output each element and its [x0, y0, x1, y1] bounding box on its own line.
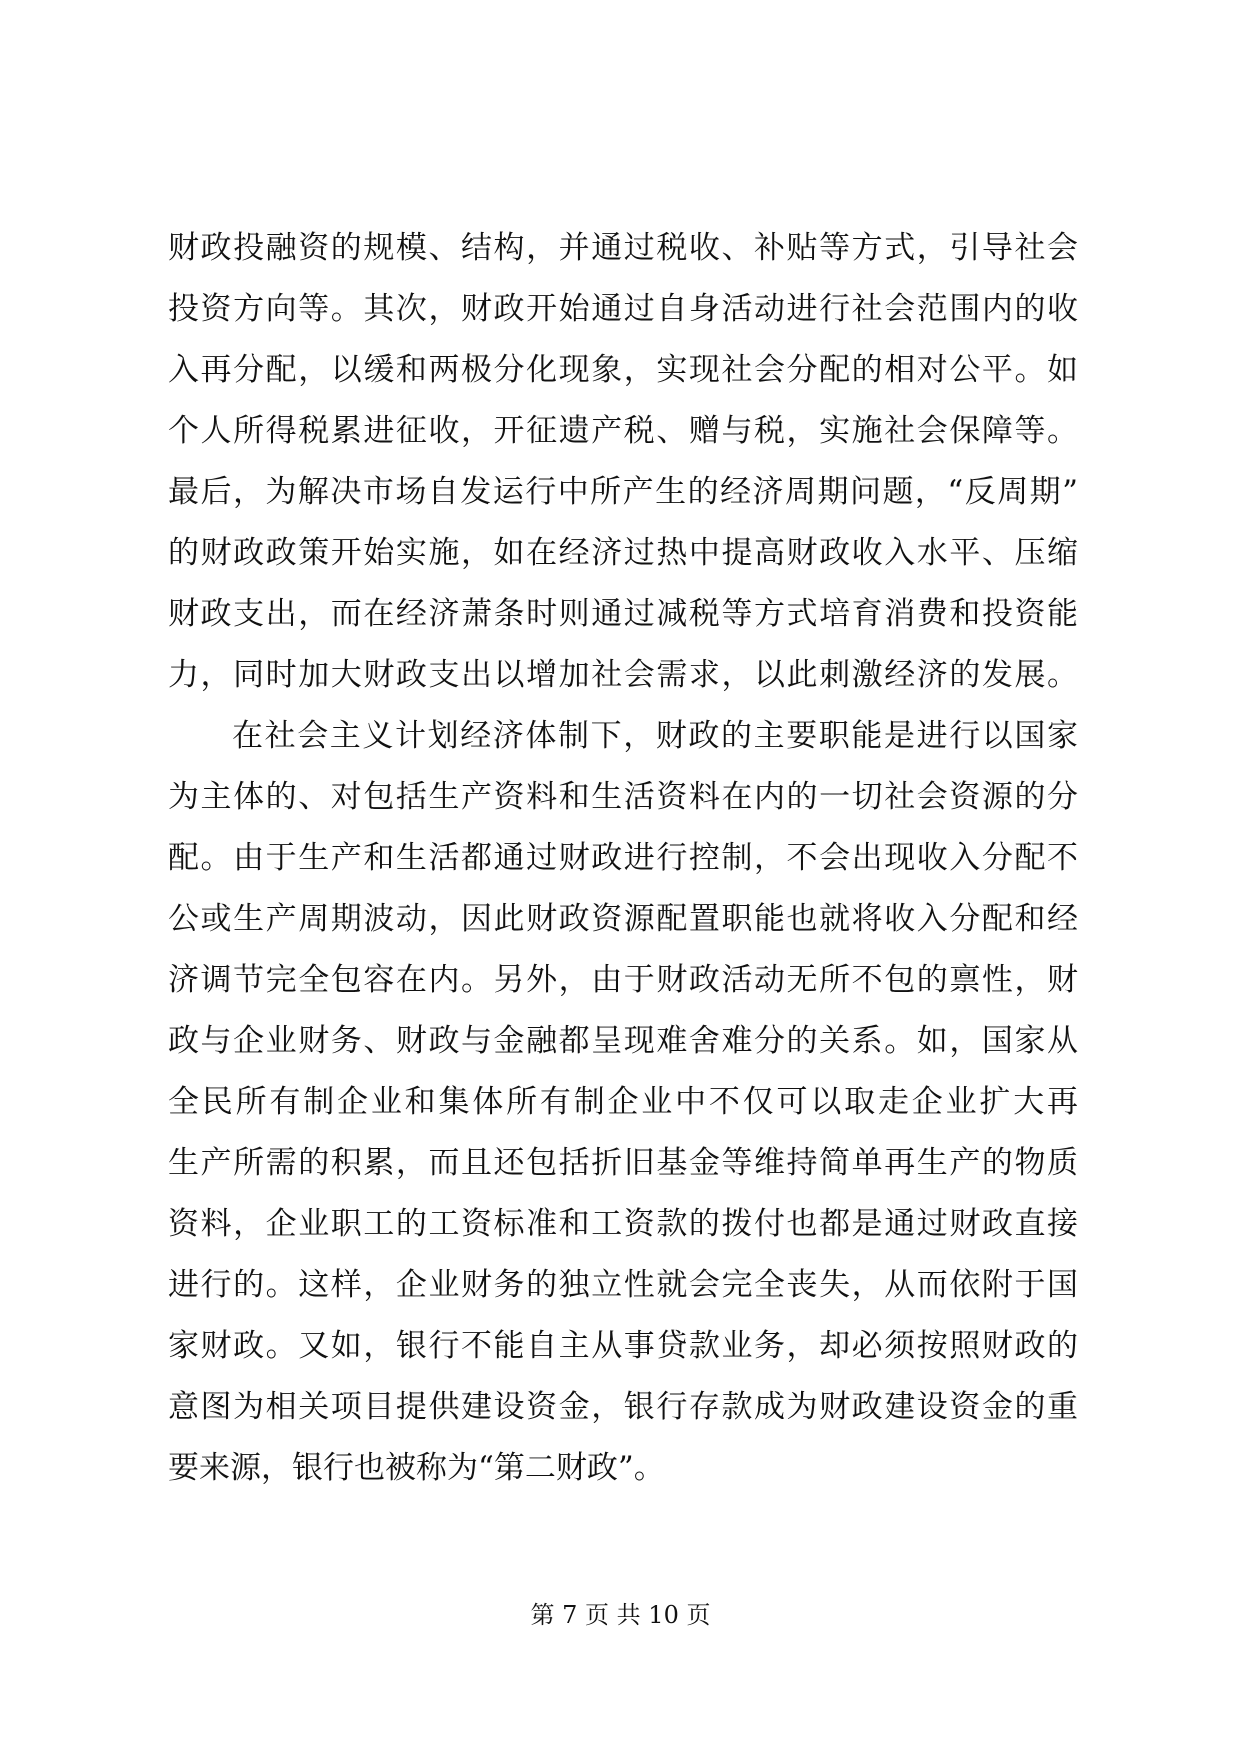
text-line: 意图为相关项目提供建设资金，银行存款成为财政建设资金的重 [168, 1389, 1078, 1425]
text-line: 配。由于生产和生活都通过财政进行控制，不会出现收入分配不 [168, 840, 1078, 876]
text-line: 生产所需的积累，而且还包括折旧基金等维持简单再生产的物质 [168, 1145, 1078, 1181]
text-line: 为主体的、对包括生产资料和生活资料在内的一切社会资源的分 [168, 779, 1078, 815]
text-line: 投资方向等。其次，财政开始通过自身活动进行社会范围内的收 [168, 291, 1078, 327]
text-line: 公或生产周期波动，因此财政资源配置职能也就将收入分配和经 [168, 901, 1078, 937]
text-line: 家财政。又如，银行不能自主从事贷款业务，却必须按照财政的 [168, 1328, 1078, 1364]
text-line: 财政支出，而在经济萧条时则通过减税等方式培育消费和投资能 [168, 596, 1078, 632]
text-line: 最后，为解决市场自发运行中所产生的经济周期问题，“反周期” [168, 474, 1078, 510]
paragraph-start-line: 在社会主义计划经济体制下，财政的主要职能是进行以国家 [232, 718, 1078, 754]
text-line: 政与企业财务、财政与金融都呈现难舍难分的关系。如，国家从 [168, 1023, 1078, 1059]
text-line: 财政投融资的规模、结构，并通过税收、补贴等方式，引导社会 [168, 230, 1078, 266]
text-line: 的财政政策开始实施，如在经济过热中提高财政收入水平、压缩 [168, 535, 1078, 571]
text-line: 入再分配，以缓和两极分化现象，实现社会分配的相对公平。如 [168, 352, 1078, 388]
text-line: 济调节完全包容在内。另外，由于财政活动无所不包的禀性，财 [168, 962, 1078, 998]
text-line: 全民所有制企业和集体所有制企业中不仅可以取走企业扩大再 [168, 1084, 1078, 1120]
body-text [168, 228, 1078, 1509]
page-number-footer: 第 7 页 共 10 页 [530, 1601, 711, 1629]
text-line: 资料，企业职工的工资标准和工资款的拨付也都是通过财政直接 [168, 1206, 1078, 1242]
text-line: 力，同时加大财政支出以增加社会需求，以此刺激经济的发展。 [168, 657, 1078, 693]
text-line: 要来源，银行也被称为“第二财政”。 [168, 1450, 665, 1486]
text-line: 个人所得税累进征收，开征遗产税、赠与税，实施社会保障等。 [168, 413, 1078, 449]
text-line: 进行的。这样，企业财务的独立性就会完全丧失，从而依附于国 [168, 1267, 1078, 1303]
